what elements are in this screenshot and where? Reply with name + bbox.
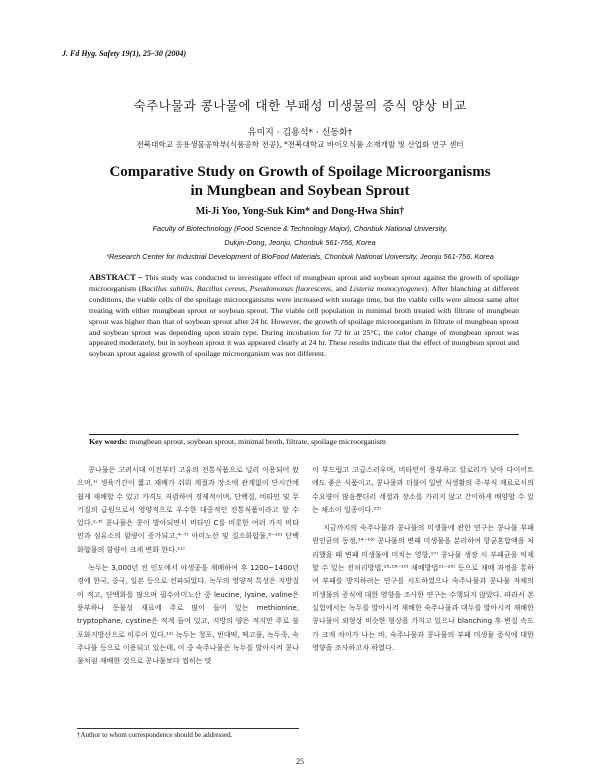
- english-title-line-1: Comparative Study on Growth of Spoilage Microorganisms: [109, 164, 491, 180]
- abstract-organism-last: Listeria monocytogenes: [349, 283, 425, 293]
- korean-authors: 유미지 · 김용석* · 신동화†: [247, 128, 353, 138]
- korean-affiliation: 전북대학교 응용생물공학부(식품공학 전공), *전북대학교 바이오식품 소재개발 및 산업화 연구 센터: [136, 140, 464, 149]
- footnote-divider: [77, 728, 299, 729]
- abstract-label: ABSTRACT –: [89, 272, 143, 282]
- footnote: †Author to whom correspondence should be addressed.: [77, 731, 233, 739]
- abstract: [89, 272, 519, 360]
- body-column-left: [77, 463, 299, 667]
- affiliation-line-1: Faculty of Biotechnology (Food Science & Technology Major), Chonbuk National University,: [152, 224, 448, 233]
- english-title-line-2: in Mungbean and Soybean Sprout: [190, 183, 410, 199]
- keywords-divider: [89, 434, 519, 435]
- keywords-text: mungbean sprout, soybean sprout, minimal broth, filtrate, spoilage microorganism: [127, 437, 386, 446]
- abstract-text-1: This study was conducted to investigate effect of mungbean sprout and soybean sprout against the growth of spoilage microorganism (: [89, 273, 519, 293]
- korean-title: 숙주나물과 콩나물에 대한 부패성 미생물의 증식 양상 비교: [133, 98, 467, 113]
- abstract-and: and: [332, 283, 350, 293]
- keywords-label: Key words:: [89, 437, 128, 446]
- abstract-organisms: Bacillus subtilis, Bacillus cereus, Pseudomonas fluorescens,: [141, 283, 333, 293]
- journal-citation: J. Fd Hyg. Safety 19(1), 25–30 (2004): [62, 49, 187, 58]
- affiliation-line-3: *Research Center for Industrial Development of BioFood Materials, Chonbuk National University, Jeonju 561-756, Korea: [106, 252, 494, 261]
- english-authors: Mi-Ji Yoo, Yong-Suk Kim* and Dong-Hwa Shin†: [195, 206, 405, 217]
- english-affiliation: [0, 222, 600, 264]
- body-paragraph: 지금까지의 숙주나물과 콩나물의 미생물에 관한 연구는 콩나물 부패 원인균의 동정,¹⁴⁻¹⁶⁾ 콩나물의 변패 미생물을 분리하여 항균혼합액을 처리했을 때 변패 미생물에 미치는 영향,¹⁷⁾ 콩나물 생장 시 부패균을 억제할 수 있는 전처리방법,¹⁵·¹⁸⁻²⁰⁾ 재배방법²¹⁻²⁵⁾ 등으로 재배 과정을 통하여 부패를 방지하려는 연구를 시도하였으나 숙주나물과 콩나물 자체의 미생물의 증식에 대한 영향을 조사한 연구는 수행되지 않았다. 따라서 본 실험에서는 녹두를 발아시켜 재배한 숙주나물과 대두를 발아시켜 재배한 콩나물이 외형상 비슷한 형상을 가지고 있으나 blanching 후 변질 속도가 크게 차이가 나는 바, 숙주나물과 콩나물의 부패 미생물 증식에 대한 영향을 조사하고자 하였다.: [312, 523, 534, 652]
- body-paragraph: 이 부드럽고 고급스러우며, 비타민이 풍부하고 칼로리가 낮아 다이어트에도 좋은 식품이고, 콩나물과 더불어 일반 식생활의 주·부식 재료로서의 수요량이 많음뿐더러 계절과 장소를 가리지 않고 간이하게 배양할 수 있는 채소이 일종이다.¹³⁾: [312, 465, 534, 514]
- page-number: 25: [296, 757, 304, 766]
- keywords: [89, 437, 529, 446]
- body-paragraph: 녹두는 3,000년 전 인도에서 야생종을 재배하여 후 1200~1400년 경에 한국, 중국, 일본 등으로 전파되었다. 녹두의 영양적 특성은 지방질이 적고, 단백화를 많으며 필수아미노산 중 leucine, lysine, valine은 풍부하나 동물성 재료에 주로 많이 들어 있는 methionine, tryptophane, cystine은 적게 들어 있고, 지방의 양은 적지만 주로 불포화지방산으로 이루어 있다.¹²⁾ 녹두는 청포, 빈대떡, 떡고물, 녹두죽, 숙주나물 등으로 이용되고 있는데, 이 중 숙주나물은 녹두를 발아시켜 콩나물처럼 재배한 것으로 콩나물보다 씹히는 맛: [77, 563, 299, 666]
- body-paragraph: 콩나물은 고려시대 이전부터 고유의 전통식품으로 널리 이용되어 왔으며,¹⁾ 생육기간이 짧고 재배가 쉬워 계절과 장소에 관계없이 단시간에 쉽게 재배할 수 있고 가격도 저렴하여 경제적이며, 단백질, 비타민 및 무기질의 급원으로서 영양적으로 우수한 대중적인 전통식품이라고 할 수 있다.²·³⁾ 콩나물은 콩이 발아되면서 비타민 C를 비롯한 여러 가지 비타민과 섬유소의 함량이 증가되고,⁴⁻⁷⁾ 아미노산 및 질소화합물,⁸⁻¹⁰⁾ 단백화합물의 함량이 크게 변화 한다.¹¹⁾: [77, 465, 299, 554]
- abstract-text-2: ). After blanching at different conditions, the viable cells of the spoilage microorganisms were increased with storage time, but the viable cells were almost same after treating with either mungbean sprout or soybean sprout. The viable cell population in minimal broth treated with filtrate of mungbean sprout was higher than that of soybean sprout after 24 hr. However, the growth of spoilage microorganism in filtrate of mungbean sprout and soybean sprout was depending upon strain type. During incubation for 72 hr at 25°C, the color change of mungbean sprout was appeared moderately, but in soybean sprout it was appeared clearly at 24 hr. These results indicate that the effect of mungbean sprout and soybean sprout against growth of spoilage microorganism was not different.: [89, 283, 520, 359]
- affiliation-line-2: Dukjin-Dong, Jeonju, Chonbuk 561-756, Korea: [224, 238, 376, 247]
- english-title: [0, 163, 600, 201]
- body-column-right: [312, 463, 534, 654]
